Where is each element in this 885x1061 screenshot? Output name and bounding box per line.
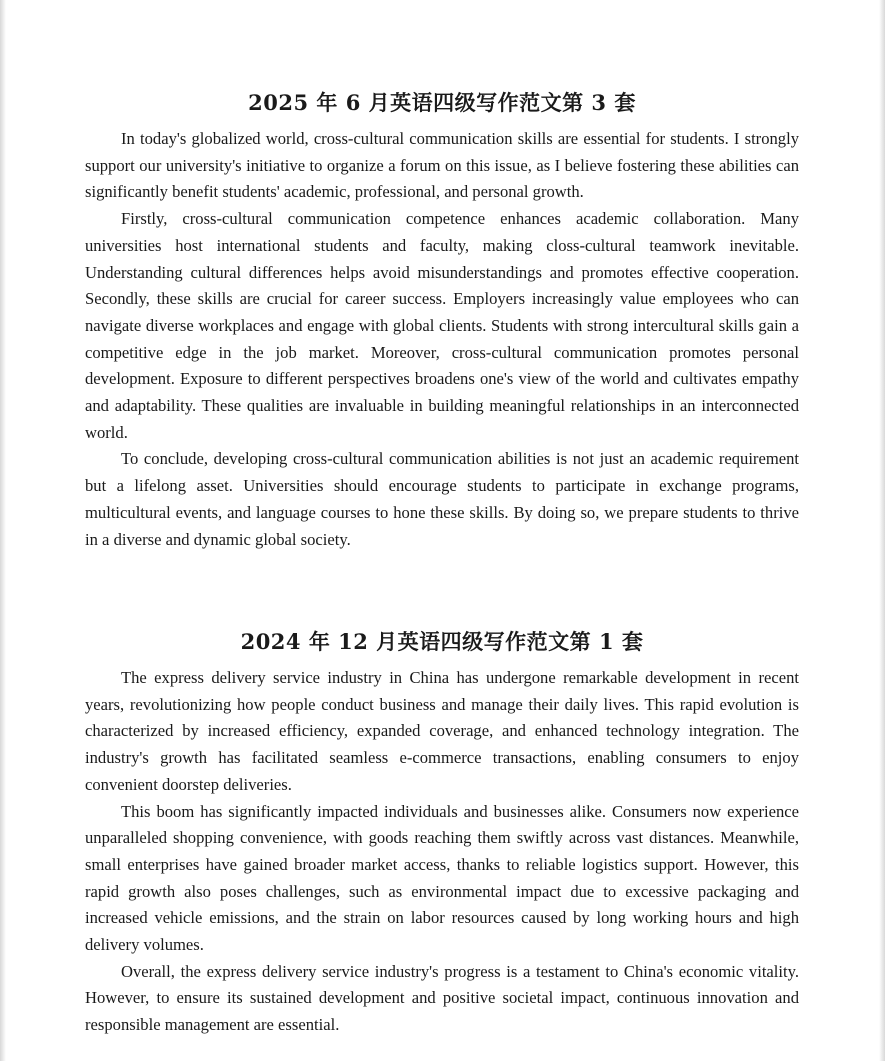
essay-paragraph: In today's globalized world, cross-cultural communication skills are essential for students. I strongly support our university's initiative to organize a forum on this issue, as I believe fostering these abilities can significantly benefit students' academic, professional, and personal growth.: [85, 129, 799, 202]
essay-title: 2025 年 6 月英语四级写作范文第 3 套: [248, 90, 636, 115]
essay-paragraph: The express delivery service industry in China has undergone remarkable development in recent years, revolutionizing how people conduct business and manage their daily lives. This rapid evolution is characterized by increased efficiency, expanded coverage, and enhanced technology integration. The industry's growth has facilitated seamless e-commerce transactions, enabling consumers to enjoy convenient doorstep deliveries.: [85, 668, 799, 794]
essay-paragraph: To conclude, developing cross-cultural communication abilities is not just an academic requirement but a lifelong asset. Universities should encourage students to participate in exchange programs, multicultural events, and language courses to hone these skills. By doing so, we prepare students to thrive in a diverse and dynamic global society.: [85, 449, 799, 549]
essay-title: 2024 年 12 月英语四级写作范文第 1 套: [240, 629, 644, 654]
page-edge-left: [0, 0, 6, 1061]
essay-paragraph: This boom has significantly impacted individuals and businesses alike. Consumers now experience unparalleled shopping convenience, with goods reaching them swiftly across vast distances. Meanwhile, small enterprises have gained broader market access, thanks to reliable logistics support. However, this rapid growth also poses challenges, such as environmental impact due to excessive packaging and increased vehicle emissions, and the strain on labor resources caused by long working hours and high delivery volumes.: [85, 801, 799, 955]
essay-section-2025-june: [85, 86, 799, 553]
page-edge-right: [879, 0, 885, 1061]
essay-section-2024-december: [85, 625, 799, 1039]
essay-paragraph: Firstly, cross-cultural communication competence enhances academic collaboration. Many universities host international students and faculty, making closs-cultural teamwork inevitable. Understanding cultural differences helps avoid misunderstandings and promotes effective cooperation. Secondly, these skills are crucial for career success. Employers increasingly value employees who can navigate diverse workplaces and engage with global clients. Students with strong intercultural skills gain a competitive edge in the job market. Moreover, cross-cultural communication promotes personal development. Exposure to different perspectives broadens one's view of the world and cultivates empathy and adaptability. These qualities are invaluable in building meaningful relationships in an interconnected world.: [85, 209, 799, 442]
essay-paragraph: Overall, the express delivery service industry's progress is a testament to China's economic vitality. However, to ensure its sustained development and positive societal impact, continuous innovation and responsible management are essential.: [85, 961, 799, 1035]
